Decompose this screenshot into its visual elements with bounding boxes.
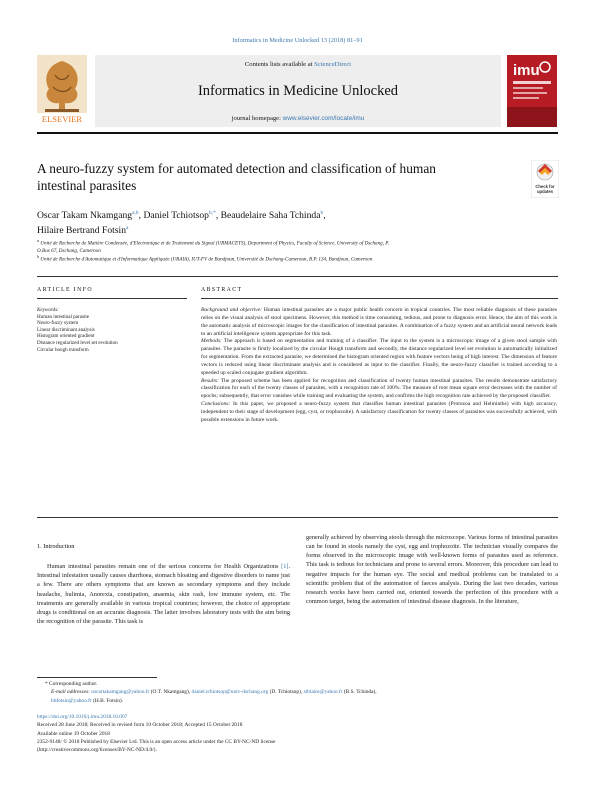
- publication-info: [37, 713, 558, 754]
- abstract-methods: Methods: The approach is based on segmentation and training of a classifier. The input to the system is a microscopic image of a given stool sample with parasites. The parasite is firstly localized by the circular Hough transform and secondly, the distance regularized level set evolution is automatically initialized for segmentation. From the extracted parasite, we determined the histogram oriented region with feature vectors being of high interest. The dimension of feature vectors is reduced using linear discriminant analysis and is considered as input to the classifier. Finally, the neuro-fuzzy classifier is trained according to a speeded up scaled conjugate gradient algorithm.: [201, 338, 557, 376]
- cover-wordmark: imu: [513, 62, 540, 79]
- keywords-block: [37, 307, 187, 353]
- footnotes: [37, 680, 558, 705]
- sciencedirect-link[interactable]: ScienceDirect: [314, 61, 352, 68]
- elsevier-wordmark: ELSEVIER: [41, 114, 83, 124]
- badge-line-2: updates: [536, 189, 554, 194]
- email-link[interactable]: hbfotsin@yahoo.fr: [51, 697, 92, 704]
- author-2[interactable]: Daniel Tchiotsop$^{b,*}$: [143, 210, 216, 222]
- homepage-label: journal homepage:: [231, 115, 281, 122]
- homepage-link[interactable]: www.elsevier.com/locate/imu: [282, 115, 365, 122]
- journal-name: Informatics in Medicine Unlocked: [197, 83, 399, 99]
- title-line-2: intestinal parasites: [37, 178, 137, 193]
- homepage-line: [95, 115, 501, 122]
- journal-citation-link[interactable]: Informatics in Medicine Unlocked 13 (2018) 81–91: [232, 37, 363, 44]
- license-line: 2352-9148/ © 2018 Published by Elsevier Ltd. This is an open access article under the CC BY-NC-ND license: [37, 738, 276, 745]
- abstract-end-rule: [37, 517, 558, 518]
- keyword-item: Neuro-fuzzy system: [37, 320, 79, 327]
- email-link[interactable]: oscartakamgang@yahoo.fr: [91, 689, 150, 696]
- email-line-2: hbfotsin@yahoo.fr (H.B. Fotsin).: [51, 697, 124, 704]
- elsevier-logo[interactable]: [37, 55, 87, 127]
- title-line-1: A neuro-fuzzy system for automated detection and classification of human: [37, 161, 436, 176]
- keyword-item: Histogram oriented gradient: [37, 333, 95, 340]
- elsevier-tree-icon: [37, 55, 87, 127]
- contents-line: [95, 61, 501, 68]
- author-4[interactable]: Hilaire Bertrand Fotsin$^a$: [37, 225, 129, 237]
- article-title: [37, 160, 477, 194]
- author-1[interactable]: Oscar Takam Nkamgang$^{a,b}$: [37, 210, 139, 222]
- abstract-body: [201, 307, 557, 425]
- email-link[interactable]: stblaire@yahoo.fr: [303, 689, 343, 696]
- affiliation-b: $^b$ Unité de Recherche d'Automatique et d'Informatique Appliquée (URAIA), IUT-FV de Bandjoun, Université de Dschang-Cameroun, B.P. 134, Bandjoun, Cameroon: [37, 254, 373, 263]
- author-list: Oscar Takam Nkamgang$^{a,b}$, Daniel Tchiotsop$^{b,*}$, Beaudelaire Saha Tchinda$^b$, Hilaire Bertrand Fotsin$^a$: [37, 210, 326, 237]
- reference-link[interactable]: [1]: [281, 563, 289, 571]
- email-link[interactable]: daniel.tchiotsop@univ-dschang.org: [191, 689, 269, 696]
- affiliation-a: $^a$ Unité de Recherche de Matière Condensée, d'Electronique et de Traitement du Signal (URMACETS), Department of Physics, Faculty of Science, University of Dschang, P. O.Box 67, Dschang, Cameroon: [37, 238, 389, 254]
- keyword-item: Human intestinal parasite: [37, 313, 90, 320]
- footnote-rule: [37, 677, 157, 678]
- intro-left-column: [37, 542, 290, 626]
- keywords-label: Keywords:: [37, 307, 59, 313]
- keyword-item: Linear discriminant analysis: [37, 326, 95, 333]
- keyword-item: Circular hough transform: [37, 346, 89, 353]
- abstract-rule: [201, 298, 558, 299]
- intro-paragraph-cont: generally achieved by observing stools through the microscope. Various forms of intestinal parasites can be found in stools namely the cyst, egg and trophozoite. The technician visually compares the forms observed in the microscopic image with well-known forms of parasites used as reference. This task is tedious for technicians and prone to several errors. Moreover, this procedure can lead to negative impacts for the human eye. The social and medical problems can be translated to a scientific problem that of the automation of faeces analysis. During the last two decades, various research works have been carried out, oriented towards the perfection of this procedure with a common target, being the automation of intestinal disease diagnosis. In the literature,: [306, 534, 558, 606]
- intro-right-column: [306, 533, 558, 606]
- journal-cover-icon[interactable]: [507, 55, 557, 127]
- doi-link[interactable]: https://doi.org/10.1016/j.imu.2018.10.007: [37, 714, 128, 720]
- abstract-results: Results: The proposed scheme has been applied for recognition and classification of twenty human intestinal parasites. The results demonstrate satisfactory classification for each of the twenty classes of parasites, with a recognition rate of 100%. The measure of root mean square error decreases with the number of epochs; subsequently, that error vanishes while training and evaluating the system, and confirms the high recognition rate achieved by the proposed classifier.: [201, 377, 557, 400]
- email-line: E-mail addresses: oscartakamgang@yahoo.fr (O.T. Nkamgang), daniel.tchiotsop@univ-dschang.org (D. Tchiotsop), stblaire@yahoo.fr (B.S. Tchinda),: [51, 689, 377, 696]
- intro-paragraph: Human intestinal parasites remain one of the serious concerns for Health Organizations [1]. Intestinal infestation usually causes diarrhoea, stomach bloating and digestive disorders to name just a few. There are others symptoms that are known as secondary symptoms and they include headache, bulimia, Anorexia, constipation, anaemia, skin rash, low immune system, etc. The treatments are generally available in various tropical countries; however, the choice of appropriate drugs is conditional on an accurate diagnosis. The latter involves laboratory tests with the aim being the recognition of the parasite. This task is: [37, 563, 290, 626]
- author-3[interactable]: Beaudelaire Saha Tchinda$^b$: [220, 210, 324, 222]
- article-info-heading: ARTICLE INFO: [37, 287, 93, 293]
- license-url[interactable]: (http://creativecommons.org/licenses/BY-NC-ND/4.0/).: [37, 747, 157, 754]
- check-for-updates-icon: [531, 160, 559, 198]
- journal-header: [37, 55, 557, 127]
- abstract-conclusions: Conclusions: In this paper, we proposed a neuro-fuzzy system that classifies human intestinal parasites (Protozoa and Helminths) with high accuracy, independent to their stage of development (egg, cyst, or trophozoite). A satisfactory classification for twenty classes of parasites was successfully achieved, with possible extensions in future work.: [201, 401, 557, 423]
- article-info-rule: [37, 298, 187, 299]
- header-rule: [37, 132, 558, 134]
- received-dates: Received 28 June 2018; Received in revised form 10 October 2018; Accepted 15 October 2018: [37, 722, 243, 729]
- journal-masthead: [95, 55, 501, 127]
- badge-line-1: Check for: [535, 184, 555, 189]
- corresponding-note: * Corresponding author.: [45, 681, 98, 687]
- abstract-background: Background and objective: Human intestinal parasites are a major public health concern in tropical countries. The most reliable diagnosis of these parasites relies on the visual analysis of stool specimens. However, this method is time consuming, tedious, and prone to diagnosis error. Hence, the aim of this work is the automatic analysis of microscopic images for the classification of intestinal parasites. A combination of a fuzzy system and an artificial neural network leads to an artificial intelligence system appropriate for this task.: [201, 307, 557, 337]
- intro-heading: 1. Introduction: [37, 543, 75, 550]
- affiliation-rule: [37, 276, 558, 277]
- contents-prefix: Contents lists available at: [244, 61, 313, 68]
- keyword-item: Distance regularized level set evolution: [37, 339, 118, 346]
- check-for-updates-badge[interactable]: [531, 160, 559, 198]
- abstract-heading: ABSTRACT: [201, 287, 243, 293]
- available-online: Available online 19 October 2018: [37, 730, 110, 737]
